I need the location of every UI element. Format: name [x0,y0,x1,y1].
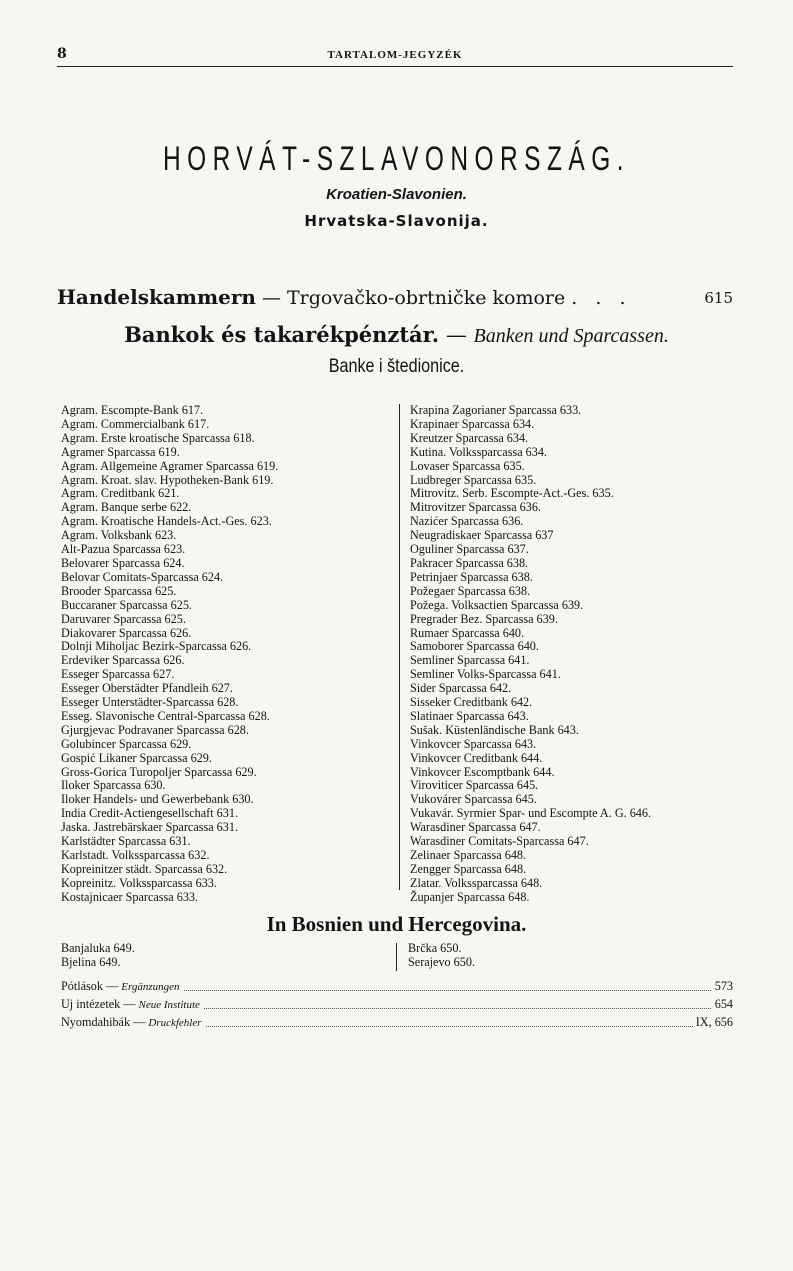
bank-list-item: Gjurgjevac Podravaner Sparcassa 628. [61,722,249,737]
banks-heading-german: Banken und Sparcassen. [473,325,669,347]
section-title-german: Kroatien-Slavonien. [326,186,467,203]
page-number: 8 [57,46,67,62]
bank-list-item: Oguliner Sparcassa 637. [410,542,529,557]
bank-list-item: Agramer Sparcassa 619. [61,444,180,459]
bank-list-item: Dolnji Miholjac Bezirk-Sparcassa 626. [61,639,252,654]
section-title-croatian: Hrvatska-Slavonija. [304,212,489,230]
header-rule [57,66,733,67]
bank-list-item: Slatinaer Sparcassa 643. [410,708,529,723]
bank-list-item: Belovar Comitats-Sparcassa 624. [61,569,224,584]
bank-list-item: Sisseker Creditbank 642. [410,695,533,710]
bosnia-list-right [408,942,475,970]
footer-label-de: Neue Institute [138,999,200,1011]
bank-list-item: Zlatar. Volkssparcassa 648. [410,875,543,890]
bank-list-item: Semliner Volks-Sparcassa 641. [410,667,561,682]
list-item: Serajevo 650. [408,954,476,969]
bank-list-item: Golubincer Sparcassa 629. [61,736,192,751]
footer-entry-label [61,979,183,994]
bank-list-item: Kopreinitzer städt. Sparcassa 632. [61,861,228,876]
bank-list-item: Daruvarer Sparcassa 625. [61,611,186,626]
footer-entry-misprints [61,1015,733,1031]
chamber-page: 615 [704,289,733,307]
bank-list-item: Zelinaer Sparcassa 648. [410,848,527,862]
bank-list-item: Županjer Sparcassa 648. [410,889,530,904]
bank-list-item: Iloker Sparcassa 630. [61,778,166,793]
bank-list-item: Zengger Sparcassa 648. [410,861,527,876]
bank-list-item: Mitrovitz. Serb. Escompte-Act.-Ges. 635. [410,486,614,501]
footer-label-hu: Pótlások [61,979,103,993]
bank-list-item: Karlstadt. Volkssparcassa 632. [61,848,210,862]
bank-list-item: Agram. Kroat. slav. Hypotheken-Bank 619. [61,472,274,487]
bank-list-item: Kostajnicaer Sparcassa 633. [61,889,199,904]
bank-list-item: Pakracer Sparcassa 638. [410,555,529,570]
bank-list-item: Belovarer Sparcassa 624. [61,555,185,570]
chamber-entry [57,285,733,309]
bank-list-item: Agram. Commercialbank 617. [61,416,210,431]
bank-list-item: Pregrader Bez. Sparcassa 639. [410,611,558,626]
bosnia-list-left [61,942,135,970]
banks-list-left [61,404,391,905]
bank-list-item: Sider Sparcassa 642. [410,681,512,696]
bank-list-item: Mitrovitzer Sparcassa 636. [410,500,541,515]
bank-list-item: Karlstädter Sparcassa 631. [61,834,191,849]
bank-list-item: Samoborer Sparcassa 640. [410,639,539,654]
footer-entry-supplements [61,979,733,995]
bank-list-item: Gross-Gorica Turopoljer Sparcassa 629. [61,764,257,779]
bank-list-item: Esseg. Slavonische Central-Sparcassa 628. [61,708,270,723]
bank-list-item: Neugradiskaer Sparcassa 637 [410,528,554,543]
running-header [57,44,733,64]
bank-list-item: Požega. Volksactien Sparcassa 639. [410,597,584,612]
bank-list-item: Esseger Unterstädter-Sparcassa 628. [61,695,239,710]
bank-list-item: Jaska. Jastrebärskaer Sparcassa 631. [61,820,238,835]
bank-list-item: Agram. Erste kroatische Sparcassa 618. [61,430,255,445]
bank-list-item: Vinkovcer Sparcassa 643. [410,736,537,751]
bank-list-item: Esseger Sparcassa 627. [61,667,175,682]
bank-list-item: Agram. Allgemeine Agramer Sparcassa 619. [61,458,279,473]
running-title: TARTALOM-JEGYZÉK [327,49,463,61]
list-item: Banjaluka 649. [61,941,135,955]
bosnia-divider [396,943,397,971]
bank-list-item: Buccaraner Sparcassa 625. [61,597,192,612]
bank-list-item: Rumaer Sparcassa 640. [410,625,525,640]
footer-dash: — [133,1015,146,1029]
bank-list-item: Kutina. Volkssparcassa 634. [410,444,547,459]
banks-heading-dash: — [445,323,467,347]
bank-list-item: Brooder Sparcassa 625. [61,583,177,598]
chamber-label-rest: — Trgovačko-obrtničke komore [261,287,566,309]
bank-list-item: Krapinaer Sparcassa 634. [410,416,535,431]
bank-list-item: Agram. Banque serbe 622. [61,500,192,515]
bank-list-item: Ludbreger Sparcassa 635. [410,472,537,487]
bank-list-item: Požegaer Sparcassa 638. [410,583,531,598]
bank-list-item: Krapina Zagorianer Sparcassa 633. [410,403,582,417]
bank-list-item: Diakovarer Sparcassa 626. [61,625,192,640]
list-item: Bjelina 649. [61,954,121,969]
banks-heading [0,322,793,348]
chamber-label: Handelskammern [57,285,256,309]
bank-list-item: Vukovárer Sparcassa 645. [410,792,537,807]
column-divider [399,404,400,890]
section-title-hungarian: HORVÁT-SZLAVONORSZÁG. [162,140,631,178]
footer-label-de: Druckfehler [148,1017,202,1029]
banks-list-right [410,404,740,905]
bank-list-item: Gospić Likaner Sparcassa 629. [61,750,212,765]
list-item: Brčka 650. [408,941,462,955]
footer-entry-label [61,1015,205,1030]
bank-list-item: Agram. Creditbank 621. [61,486,180,501]
bank-list-item: Iloker Handels- und Gewerbebank 630. [61,792,254,807]
bank-list-item: Agram. Volksbank 623. [61,528,177,543]
bank-list-item: Vukavár. Syrmier Spar- und Escompte A. G. 646. [410,806,652,821]
bank-list-item: Esseger Oberstädter Pfandleih 627. [61,681,233,696]
bank-list-item: Nazićer Sparcassa 636. [410,514,524,529]
bank-list-item: Vinkovcer Escomptbank 644. [410,764,555,779]
bank-list-item: Kopreinitz. Volkssparcassa 633. [61,875,217,890]
footer-entry-page: 573 [712,979,733,994]
bank-list-item: Sušak. Küstenländische Bank 643. [410,722,579,737]
bank-list-item: Viroviticer Sparcassa 645. [410,778,539,793]
bank-list-item: India Credit-Actiengesellschaft 631. [61,806,238,821]
bosnia-heading: In Bosnien und Hercegovina. [266,912,527,936]
banks-heading-hungarian: Bankok és takarékpénztár. [124,322,440,347]
bank-list-item: Agram. Kroatische Handels-Act.-Ges. 623. [61,514,272,529]
chamber-leader: . . . [571,287,632,309]
footer-entry-page: IX, 656 [693,1015,733,1030]
footer-entry-label [61,997,203,1012]
footer-dash: — [123,997,136,1011]
bank-list-item: Warasdiner Comitats-Sparcassa 647. [410,834,589,849]
footer-label-hu: Nyomdahibák [61,1015,131,1029]
bank-list-item: Vinkovcer Creditbank 644. [410,750,543,765]
footer-label-hu: Uj intézetek [61,997,121,1011]
bank-list-item: Alt-Pazua Sparcassa 623. [61,542,186,557]
bank-list-item: Erdeviker Sparcassa 626. [61,653,185,668]
bank-list-item: Petrinjaer Sparcassa 638. [410,569,533,584]
footer-entry-new-institutes [61,997,733,1013]
bank-list-item: Lovaser Sparcassa 635. [410,458,525,473]
bank-list-item: Semliner Sparcassa 641. [410,653,530,668]
bank-list-item: Kreutzer Sparcassa 634. [410,430,529,445]
bank-list-item: Warasdiner Sparcassa 647. [410,820,541,835]
banks-heading-croatian: Banke i štedionice. [328,356,465,377]
footer-label-de: Ergänzungen [121,981,180,993]
footer-dash: — [106,979,119,993]
footer-entry-page: 654 [712,997,733,1012]
bank-list-item: Agram. Escompte-Bank 617. [61,403,204,417]
